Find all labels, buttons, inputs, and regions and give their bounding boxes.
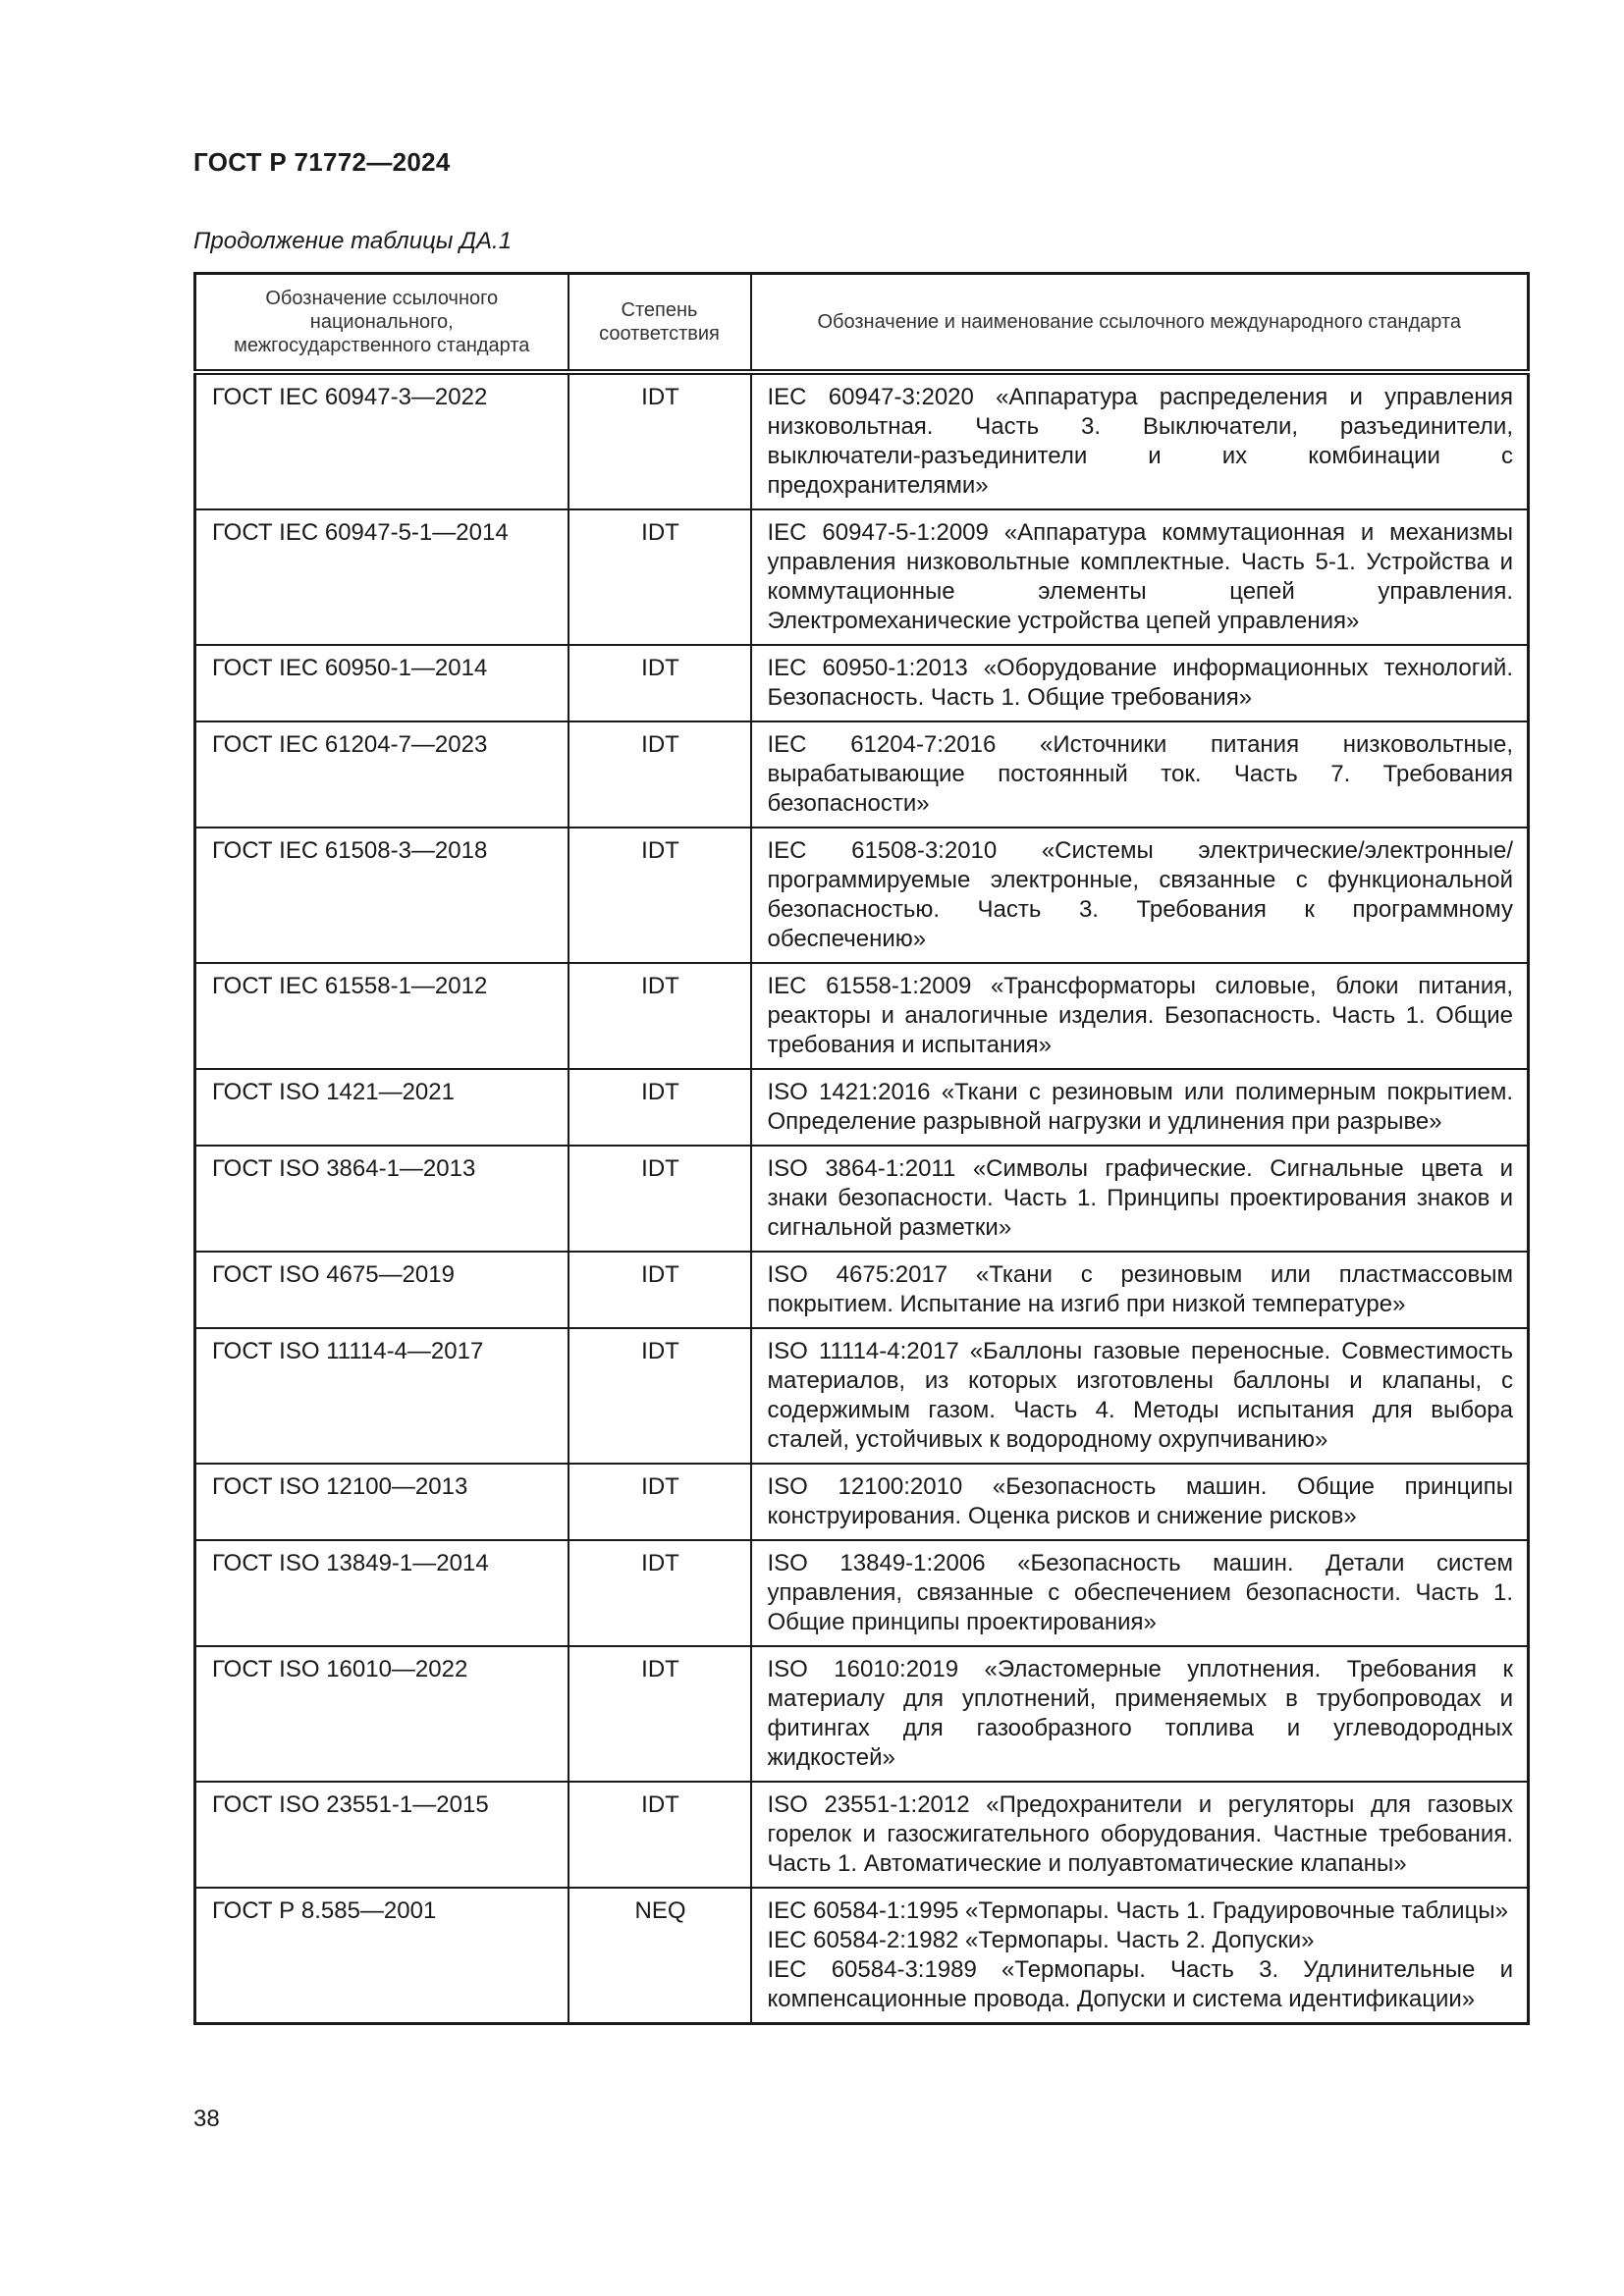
national-standard-cell: ГОСТ IEC 60947-3—2022 — [195, 372, 568, 509]
degree-cell: IDT — [568, 1540, 751, 1646]
table-row — [195, 645, 1529, 721]
table-row — [195, 828, 1529, 963]
table-row — [195, 963, 1529, 1069]
international-standard-entry: IEC 60584-3:1989 «Термопары. Часть 3. Удлинительные и компенсационные провода. Допуски и система идентификации» — [767, 1956, 1513, 2012]
table-row — [195, 509, 1529, 645]
degree-cell: IDT — [568, 1252, 751, 1328]
degree-cell: IDT — [568, 828, 751, 963]
national-standard-cell: ГОСТ ISO 16010—2022 — [195, 1646, 568, 1782]
international-standard-cell — [751, 963, 1529, 1069]
national-standard-cell: ГОСТ IEC 61204-7—2023 — [195, 721, 568, 828]
table-row — [195, 1888, 1529, 2024]
table-header-row — [195, 274, 1529, 373]
national-standard-cell: ГОСТ ISO 23551-1—2015 — [195, 1782, 568, 1888]
international-standard-cell — [751, 721, 1529, 828]
international-standard-entry: IEC 60584-2:1982 «Термопары. Часть 2. Допуски» — [767, 1927, 1315, 1953]
international-standard-entry: IEC 61558-1:2009 «Трансформаторы силовые, блоки питания, реакторы и аналогичные изделия. Безопасность. Часть 1. Общие требования и испытания» — [767, 973, 1513, 1058]
international-standard-entry: IEC 60947-5-1:2009 «Аппаратура коммутационная и механизмы управления низковольтные комплектные. Часть 5-1. Устройства и коммутационные элементы цепей управления. Электромеханические устройства цепей управления» — [767, 519, 1513, 634]
international-standard-cell — [751, 828, 1529, 963]
table-row — [195, 721, 1529, 828]
degree-cell: IDT — [568, 509, 751, 645]
international-standard-cell — [751, 1888, 1529, 2024]
international-standard-cell — [751, 372, 1529, 509]
degree-cell: IDT — [568, 372, 751, 509]
header-degree: Степень соответствия — [568, 274, 751, 373]
table-row — [195, 372, 1529, 509]
document-title: ГОСТ Р 71772—2024 — [193, 147, 451, 177]
table-row — [195, 1069, 1529, 1146]
degree-cell: IDT — [568, 721, 751, 828]
table-row — [195, 1146, 1529, 1252]
table-row — [195, 1252, 1529, 1328]
degree-cell: IDT — [568, 1646, 751, 1782]
international-standard-cell — [751, 1252, 1529, 1328]
international-standard-cell — [751, 1464, 1529, 1540]
table-row — [195, 1464, 1529, 1540]
degree-cell: IDT — [568, 1328, 751, 1464]
national-standard-cell: ГОСТ ISO 13849-1—2014 — [195, 1540, 568, 1646]
international-standard-entry: ISO 4675:2017 «Ткани с резиновым или пластмассовым покрытием. Испытание на изгиб при низкой температуре» — [767, 1261, 1513, 1317]
national-standard-cell: ГОСТ Р 8.585—2001 — [195, 1888, 568, 2024]
national-standard-cell: ГОСТ ISO 12100—2013 — [195, 1464, 568, 1540]
international-standard-cell — [751, 509, 1529, 645]
national-standard-cell: ГОСТ ISO 1421—2021 — [195, 1069, 568, 1146]
degree-cell: NEQ — [568, 1888, 751, 2024]
national-standard-cell: ГОСТ IEC 61558-1—2012 — [195, 963, 568, 1069]
international-standard-cell — [751, 1146, 1529, 1252]
degree-cell: IDT — [568, 1146, 751, 1252]
international-standard-entry: IEC 60950-1:2013 «Оборудование информационных технологий. Безопасность. Часть 1. Общие требования» — [767, 655, 1513, 711]
international-standard-entry: IEC 60584-1:1995 «Термопары. Часть 1. Градуировочные таблицы» — [767, 1897, 1508, 1924]
international-standard-cell — [751, 1540, 1529, 1646]
international-standard-cell — [751, 645, 1529, 721]
degree-cell: IDT — [568, 963, 751, 1069]
national-standard-cell: ГОСТ IEC 60950-1—2014 — [195, 645, 568, 721]
header-international-standard: Обозначение и наименование ссылочного международного стандарта — [751, 274, 1529, 373]
international-standard-cell — [751, 1069, 1529, 1146]
national-standard-cell: ГОСТ IEC 60947-5-1—2014 — [195, 509, 568, 645]
degree-cell: IDT — [568, 1069, 751, 1146]
international-standard-entry: IEC 61508-3:2010 «Системы электрические/электронные/программируемые электронные, связанные с функциональной безопасностью. Часть 3. Требования к программному обеспечению» — [767, 837, 1513, 952]
international-standard-entry: IEC 60947-3:2020 «Аппаратура распределения и управления низковольтная. Часть 3. Выключатели, разъединители, выключатели-разъединители и их комбинации с предохранителями» — [767, 384, 1513, 499]
degree-cell: IDT — [568, 645, 751, 721]
international-standard-entry: ISO 13849-1:2006 «Безопасность машин. Детали систем управления, связанные с обеспечением безопасности. Часть 1. Общие принципы проектирования» — [767, 1550, 1513, 1635]
international-standard-entry: ISO 1421:2016 «Ткани с резиновым или полимерным покрытием. Определение разрывной нагрузки и удлинения при разрыве» — [767, 1079, 1513, 1135]
national-standard-cell: ГОСТ ISO 11114-4—2017 — [195, 1328, 568, 1464]
table-row — [195, 1540, 1529, 1646]
international-standard-entry: ISO 12100:2010 «Безопасность машин. Общие принципы конструирования. Оценка рисков и снижение рисков» — [767, 1473, 1513, 1529]
page-number: 38 — [193, 2106, 220, 2132]
national-standard-cell: ГОСТ ISO 3864-1—2013 — [195, 1146, 568, 1252]
degree-cell: IDT — [568, 1464, 751, 1540]
table-caption: Продолжение таблицы ДА.1 — [193, 228, 513, 254]
table-row — [195, 1782, 1529, 1888]
table-body — [195, 372, 1529, 2024]
international-standard-entry: ISO 16010:2019 «Эластомерные уплотнения. Требования к материалу для уплотнений, применяемых в трубопроводах и фитингах для газообразного топлива и углеводородных жидкостей» — [767, 1656, 1513, 1771]
national-standard-cell: ГОСТ ISO 4675—2019 — [195, 1252, 568, 1328]
international-standard-entry: ISO 23551-1:2012 «Предохранители и регуляторы для газовых горелок и газосжигательного оборудования. Частные требования. Часть 1. Автоматические и полуавтоматические клапаны» — [767, 1791, 1513, 1877]
international-standard-cell — [751, 1328, 1529, 1464]
international-standard-cell — [751, 1646, 1529, 1782]
international-standard-cell — [751, 1782, 1529, 1888]
table-row — [195, 1328, 1529, 1464]
table-row — [195, 1646, 1529, 1782]
header-national-standard: Обозначение ссылочного национального, межгосударственного стандарта — [195, 274, 568, 373]
national-standard-cell: ГОСТ IEC 61508-3—2018 — [195, 828, 568, 963]
degree-cell: IDT — [568, 1782, 751, 1888]
standards-table — [193, 272, 1530, 2025]
international-standard-entry: IEC 61204-7:2016 «Источники питания низковольтные, вырабатывающие постоянный ток. Часть 7. Требования безопасности» — [767, 731, 1513, 817]
international-standard-entry: ISO 11114-4:2017 «Баллоны газовые переносные. Совместимость материалов, из которых изготовлены баллоны и клапаны, с содержимым газом. Часть 4. Методы испытания для выбора сталей, устойчивых к водородному охрупчиванию» — [767, 1338, 1513, 1453]
international-standard-entry: ISO 3864-1:2011 «Символы графические. Сигнальные цвета и знаки безопасности. Часть 1. Принципы проектирования знаков и сигнальной разметки» — [767, 1155, 1513, 1241]
